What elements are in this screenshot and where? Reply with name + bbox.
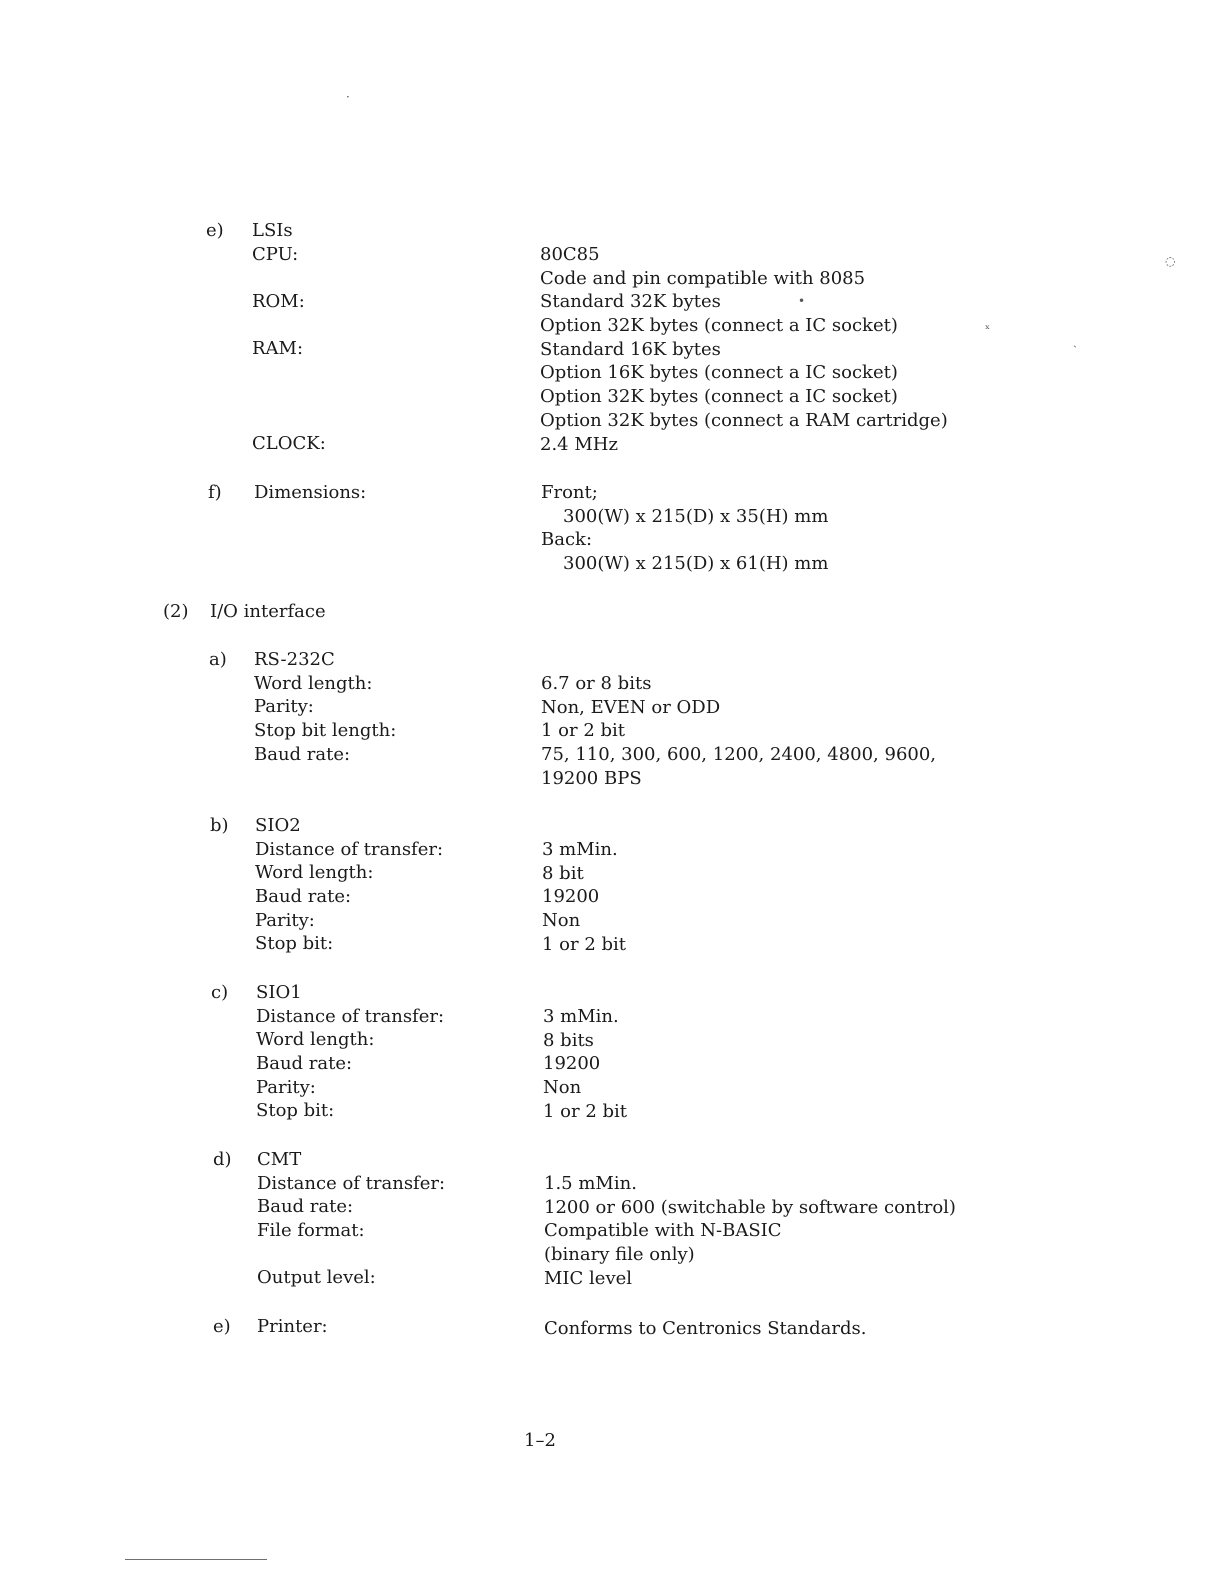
page-number: 1–2	[524, 1430, 556, 1451]
sio2-labels	[255, 814, 443, 956]
sio1-letter: c)	[211, 982, 229, 1003]
printer-letter: e)	[213, 1316, 231, 1337]
sio2-label: Stop bit:	[255, 933, 334, 955]
cpu-label: CPU:	[252, 243, 299, 265]
dimensions-label: Dimensions:	[254, 482, 367, 503]
cmt-value: Compatible with N-BASIC	[544, 1220, 782, 1242]
rs232c-value: 6.7 or 8 bits	[541, 673, 652, 694]
ram-option-32k-cartridge: Option 32K bytes (connect a RAM cartridge)	[540, 409, 948, 431]
lsi-title: LSIs	[252, 220, 293, 241]
rs232c-title: RS-232C	[254, 649, 335, 670]
sio2-value: 3 mMin.	[542, 839, 618, 860]
sio2-value: 8 bit	[542, 862, 584, 884]
io-section-title: I/O interface	[210, 601, 326, 622]
sio2-value: 1 or 2 bit	[542, 933, 627, 955]
scan-edge-rule	[125, 1559, 267, 1560]
sio1-value: 1 or 2 bit	[543, 1100, 628, 1122]
cmt-value: (binary file only)	[544, 1244, 695, 1266]
rs232c-value: Non, EVEN or ODD	[541, 696, 721, 718]
cmt-label: Output level:	[257, 1267, 376, 1289]
sio1-value: Non	[543, 1077, 582, 1099]
ram-standard: Standard 16K bytes	[540, 338, 721, 360]
rom-option: Option 32K bytes (connect a IC socket)	[540, 315, 898, 337]
ram-label: RAM:	[252, 338, 304, 360]
clock-value: 2.4 MHz	[540, 433, 618, 455]
sio1-label: Word length:	[256, 1029, 375, 1051]
back-size: 300(W) x 215(D) x 61(H) mm	[563, 553, 829, 575]
dimensions-section-letter: f)	[208, 482, 222, 503]
cmt-value: MIC level	[544, 1267, 633, 1289]
lsi-section-letter: e)	[206, 220, 224, 241]
sio2-label: Baud rate:	[255, 886, 352, 908]
sio2-label: Distance of transfer:	[255, 838, 444, 860]
rs232c-values	[541, 672, 936, 790]
cmt-labels	[257, 1148, 445, 1290]
cpu-value: 80C85	[540, 244, 600, 265]
sio2-value: 19200	[542, 886, 600, 908]
sio2-title: SIO2	[255, 815, 301, 836]
rs232c-label: Word length:	[254, 672, 373, 694]
cmt-title: CMT	[257, 1149, 302, 1170]
sio1-labels	[256, 981, 444, 1123]
rs232c-letter: a)	[209, 649, 227, 670]
cmt-value: 1.5 mMin.	[544, 1173, 637, 1194]
front-label: Front;	[541, 482, 598, 503]
printer-label: Printer:	[257, 1316, 328, 1337]
rs232c-label: Parity:	[254, 696, 314, 718]
lsi-labels	[252, 219, 326, 456]
rom-standard: Standard 32K bytes	[540, 291, 721, 313]
sio1-label: Baud rate:	[256, 1053, 353, 1075]
printer-value: Conforms to Centronics Standards.	[544, 1318, 867, 1339]
rom-label: ROM:	[252, 291, 305, 313]
sio1-value: 3 mMin.	[543, 1006, 619, 1027]
ram-option-16k: Option 16K bytes (connect a IC socket)	[540, 362, 898, 384]
rs232c-value: 1 or 2 bit	[541, 720, 626, 742]
clock-label: CLOCK:	[252, 433, 326, 455]
sio1-values	[543, 1005, 627, 1123]
cpu-compat: Code and pin compatible with 8085	[540, 267, 866, 289]
sio2-label: Word length:	[255, 862, 374, 884]
sio1-label: Parity:	[256, 1076, 316, 1098]
rs232c-value: 75, 110, 300, 600, 1200, 2400, 4800, 9600,	[541, 744, 937, 766]
sio2-label: Parity:	[255, 909, 315, 931]
cmt-values	[544, 1172, 956, 1290]
lsi-values	[540, 243, 948, 456]
ram-option-32k-socket: Option 32K bytes (connect a IC socket)	[540, 386, 898, 408]
io-section-number: (2)	[163, 601, 189, 622]
sio2-letter: b)	[210, 815, 229, 836]
cmt-label: File format:	[257, 1220, 365, 1242]
sio1-label: Distance of transfer:	[256, 1005, 445, 1027]
sio1-title: SIO1	[256, 982, 302, 1003]
rs232c-label: Stop bit length:	[254, 720, 397, 742]
cmt-label: Baud rate:	[257, 1196, 354, 1218]
sio2-value: Non	[542, 910, 581, 932]
sio1-label: Stop bit:	[256, 1100, 335, 1122]
cmt-value: 1200 or 600 (switchable by software control)	[544, 1196, 956, 1218]
scan-speck: ·	[346, 90, 350, 104]
rs232c-value: 19200 BPS	[541, 767, 642, 789]
front-size: 300(W) x 215(D) x 35(H) mm	[563, 505, 829, 527]
sio2-values	[542, 838, 626, 956]
scan-speck: ˣ	[985, 322, 991, 336]
scan-speck: •	[798, 294, 806, 308]
rs232c-label: Baud rate:	[254, 743, 351, 765]
cmt-letter: d)	[213, 1149, 232, 1170]
sio1-value: 19200	[543, 1053, 601, 1075]
rs232c-labels	[254, 648, 396, 766]
dimensions-values	[541, 481, 828, 576]
cmt-label: Distance of transfer:	[257, 1172, 446, 1194]
scan-speck: ◌	[1165, 254, 1176, 268]
scan-speck: ˎ	[1073, 334, 1077, 348]
back-label: Back:	[541, 529, 593, 551]
sio1-value: 8 bits	[543, 1029, 594, 1051]
